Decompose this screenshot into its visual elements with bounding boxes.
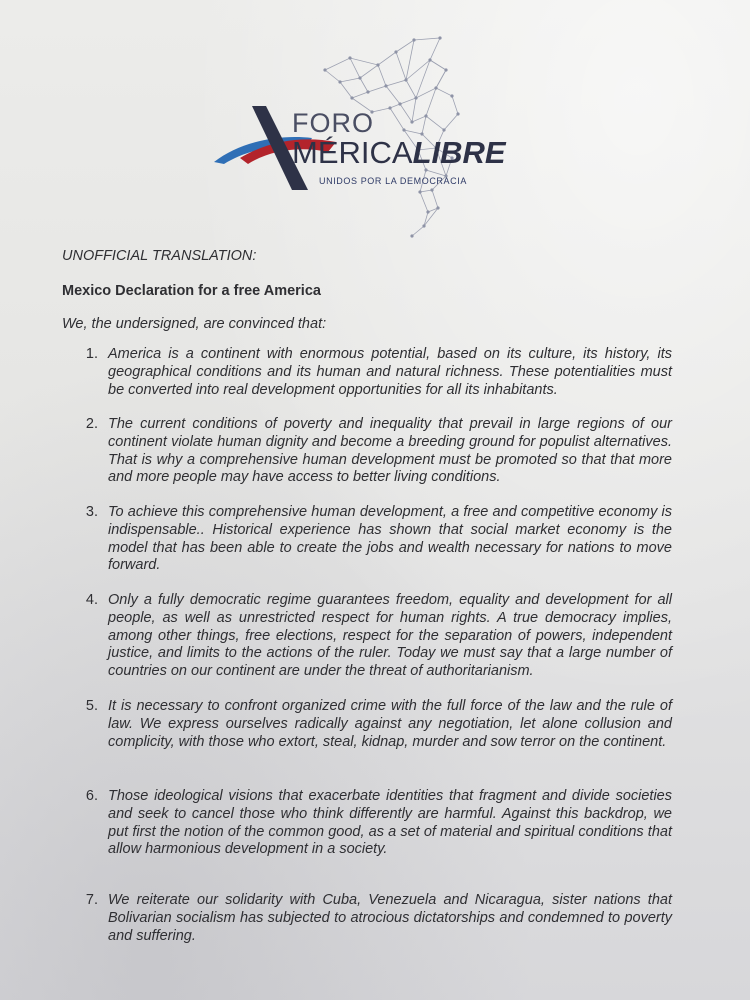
logo-libre-word: LIBRE: [412, 135, 506, 170]
logo-tagline: UNIDOS POR LA DEMOCRACIA: [319, 176, 467, 186]
intro-sentence: We, the undersigned, are convinced that:: [62, 316, 327, 332]
item-number: 4.: [85, 592, 98, 608]
item-text: The current conditions of poverty and inequality that prevail in large regions of our continent violate human dignity and become a breeding ground for populist alternatives. That is why a comprehensive human development must be promoted so that that more and more people may have access to better living conditions.: [108, 416, 672, 486]
logo-foro-text: FORO: [292, 108, 374, 138]
item-number: 6.: [85, 788, 98, 804]
item-text: We reiterate our solidarity with Cuba, Venezuela and Nicaragua, sister nations that Bolivarian socialism has subjected to atrocious dictatorships and condemned to poverty and suffering.: [108, 892, 672, 944]
item-text: Those ideological visions that exacerbate identities that fragment and divide societies and seek to cancel those who think differently are harmful. Against this backdrop, we put first the notion of the common good, as a set of material and spiritual conditions that allow harmonious development in a society.: [108, 788, 672, 858]
list-item: [74, 346, 672, 399]
item-text: To achieve this comprehensive human development, a free and competitive economy is indispensable.. Historical experience has shown that social market economy is the model that has been able to create the jobs and wealth necessary for nations to move forward.: [108, 504, 672, 574]
list-item: [74, 788, 672, 859]
list-item: [74, 504, 672, 575]
foro-america-libre-logo: [200, 30, 530, 240]
item-text: It is necessary to confront organized crime with the full force of the law and the rule of law. We express ourselves radically against any negotiation, let alone collusion and complicity, with those who extort, steal, kidnap, murder and sow terror on the continent.: [108, 698, 672, 750]
document-title: Mexico Declaration for a free America: [62, 283, 321, 299]
list-item: [74, 416, 672, 487]
item-text: Only a fully democratic regime guarantees freedom, equality and development for all people, as well as unrestricted respect for human rights. A true democracy implies, among other things, free elections, respect for the separation of powers, independent justice, and limits to the actions of the ruler. Today we must say that a large number of countries on our continent are under the threat of authoritarianism.: [108, 592, 672, 680]
item-number: 5.: [85, 698, 98, 714]
translation-label: UNOFFICIAL TRANSLATION:: [62, 248, 257, 264]
list-item: [74, 592, 672, 681]
logo-america-libre-text: [292, 135, 506, 171]
item-number: 3.: [85, 504, 98, 520]
list-item: [74, 892, 672, 945]
logo-america-word: MÉRICA: [292, 135, 413, 170]
item-number: 2.: [85, 416, 98, 432]
item-number: 1.: [85, 346, 98, 362]
list-item: [74, 698, 672, 751]
item-number: 7.: [85, 892, 98, 908]
item-text: America is a continent with enormous potential, based on its culture, its history, its geographical conditions and its human and natural richness. These potentialities must be converted into real development opportunities for all its inhabitants.: [108, 346, 672, 398]
